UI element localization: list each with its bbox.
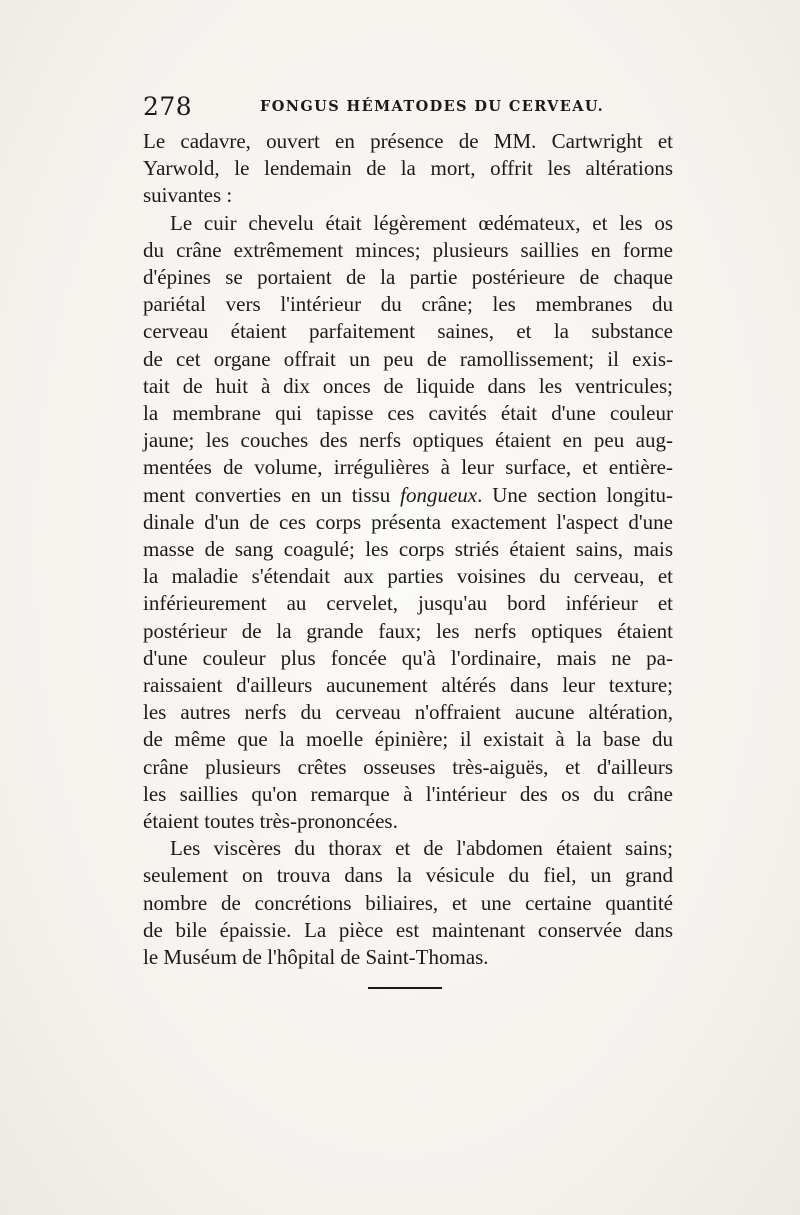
text-line: Le cadavre, ouvert en présence de MM. Cartwright et — [143, 129, 673, 153]
paragraph — [143, 210, 673, 836]
text-line: d'une couleur plus foncée qu'à l'ordinaire, mais ne pa- — [143, 645, 673, 670]
text-line: raissaient d'ailleurs aucunement altérés dans leur texture; — [143, 673, 673, 698]
paragraph — [143, 835, 673, 971]
text-line: les autres nerfs du cerveau n'offraient aucune altération, — [143, 700, 673, 725]
text-line: la maladie s'étendait aux parties voisines du cerveau, et — [143, 564, 673, 589]
text-line: cerveau étaient parfaitement saines, et la substance — [143, 319, 673, 344]
text-line: étaient toutes très-prononcées. — [143, 809, 398, 834]
text-line: suivantes : — [143, 183, 233, 208]
text-line: tait de huit à dix onces de liquide dans les ventricules; — [143, 373, 673, 398]
text-line: pariétal vers l'intérieur du crâne; les membranes du — [143, 292, 673, 317]
text-line: la membrane qui tapisse ces cavités était d'une couleur — [143, 401, 673, 426]
page-header — [143, 92, 673, 126]
section-rule — [368, 987, 442, 989]
running-head: FONGUS HÉMATODES DU CERVEAU. — [260, 98, 605, 115]
text-line: inférieurement au cervelet, jusqu'au bord inférieur et — [143, 591, 673, 616]
text-line: dinale d'un de ces corps présenta exactement l'aspect d'une — [143, 509, 673, 534]
text-line: crâne plusieurs crêtes osseuses très-aiguës, et d'ailleurs — [143, 754, 673, 779]
text-line: Yarwold, le lendemain de la mort, offrit les altérations — [143, 156, 673, 181]
text-line: nombre de concrétions biliaires, et une certaine quantité — [143, 890, 673, 915]
paragraph — [143, 128, 673, 210]
emphasized-word: fongueux — [400, 482, 478, 507]
text-line: postérieur de la grande faux; les nerfs optiques étaient — [143, 618, 673, 643]
text-line: seulement on trouva dans la vésicule du fiel, un grand — [143, 863, 673, 888]
text-line: le Muséum de l'hôpital de Saint-Thomas. — [143, 945, 489, 970]
text-line: du crâne extrêmement minces; plusieurs saillies en forme — [143, 237, 673, 262]
text-line: ment converties en un tissu fongueux. Une section longitu- — [143, 482, 673, 507]
text-line: jaune; les couches des nerfs optiques étaient en peu aug- — [143, 428, 673, 453]
text-line: de cet organe offrait un peu de ramollissement; il exis- — [143, 346, 673, 371]
text-line: de même que la moelle épinière; il existait à la base du — [143, 727, 673, 752]
text-line: d'épines se portaient de la partie postérieure de chaque — [143, 265, 673, 290]
page-number: 278 — [143, 92, 193, 121]
text-line: Le cuir chevelu était légèrement œdémateux, et les os — [170, 210, 673, 235]
text-line: les saillies qu'on remarque à l'intérieur des os du crâne — [143, 781, 673, 806]
text-line: mentées de volume, irrégulières à leur surface, et entière- — [143, 455, 673, 480]
text-line: Les viscères du thorax et de l'abdomen étaient sains; — [170, 836, 673, 861]
text-line: masse de sang coagulé; les corps striés étaient sains, mais — [143, 537, 673, 562]
text-line: de bile épaissie. La pièce est maintenant conservée dans — [143, 917, 673, 942]
body-text — [143, 128, 673, 971]
